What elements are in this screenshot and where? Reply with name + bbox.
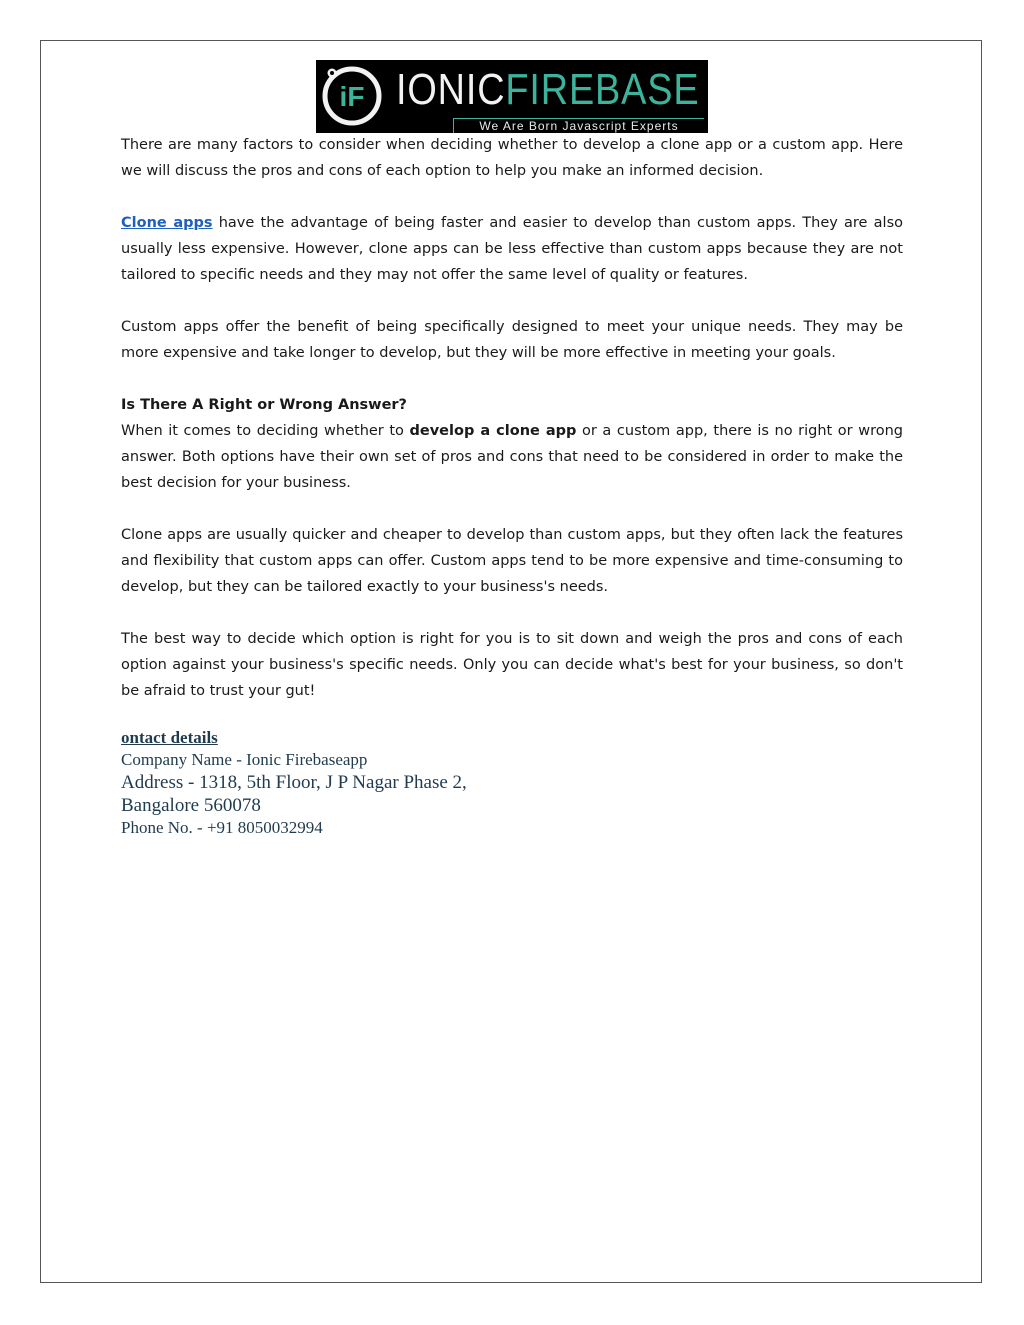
article-body xyxy=(121,132,903,704)
logo-word-ionic: IONIC xyxy=(396,65,506,114)
answer-text-end: or a custom app, there is no right or wrong answer. Both options have their own set of pros and cons that need to be considered in order to make the best decision for your business. xyxy=(121,423,903,491)
closing-paragraph: The best way to decide which option is right for you is to sit down and weigh the pros and cons of each option against your business's specific needs. Only you can decide what's best for your business, so don't be afraid to trust your gut! xyxy=(121,631,903,699)
contact-details xyxy=(121,727,721,839)
contact-title: ontact details xyxy=(121,728,218,747)
answer-paragraph xyxy=(121,418,903,496)
phone-number: Phone No. - +91 8050032994 xyxy=(121,818,323,837)
section-heading: Is There A Right or Wrong Answer? xyxy=(121,397,407,413)
company-name: Company Name - Ionic Firebaseapp xyxy=(121,750,368,769)
custom-apps-paragraph: Custom apps offer the benefit of being specifically designed to meet your unique needs. They may be more expensive and take longer to develop, but they will be more effective in meeting your goals. xyxy=(121,319,903,361)
clone-apps-link[interactable]: Clone apps xyxy=(121,215,213,231)
logo-tagline: We Are Born Javascript Experts xyxy=(453,118,704,133)
svg-text:iF: iF xyxy=(339,81,365,112)
if-logo-icon xyxy=(320,64,384,128)
clone-apps-text: have the advantage of being faster and easier to develop than custom apps. They are also usually less expensive. However, clone apps can be less effective than custom apps because they are not tailored to specific needs and they may not offer the same level of quality or features. xyxy=(121,215,904,283)
address-line-1: Address - 1318, 5th Floor, J P Nagar Phase 2, xyxy=(121,772,467,793)
intro-paragraph: There are many factors to consider when deciding whether to develop a clone app or a custom app. Here we will discuss the pros and cons of each option to help you make an informed decision. xyxy=(121,137,903,179)
logo-word-firebase: FIREBASE xyxy=(505,65,700,114)
comparison-paragraph: Clone apps are usually quicker and cheaper to develop than custom apps, but they often lack the features and flexibility that custom apps can offer. Custom apps tend to be more expensive and time-consuming to develop, but they can be tailored exactly to your business's needs. xyxy=(121,527,903,595)
answer-text-start: When it comes to deciding whether to xyxy=(121,423,410,439)
clone-apps-paragraph xyxy=(121,210,903,288)
ionic-firebase-logo xyxy=(316,60,708,133)
answer-bold-phrase: develop a clone app xyxy=(409,423,577,439)
address-line-2: Bangalore 560078 xyxy=(121,795,261,816)
logo-wordmark xyxy=(396,65,699,115)
